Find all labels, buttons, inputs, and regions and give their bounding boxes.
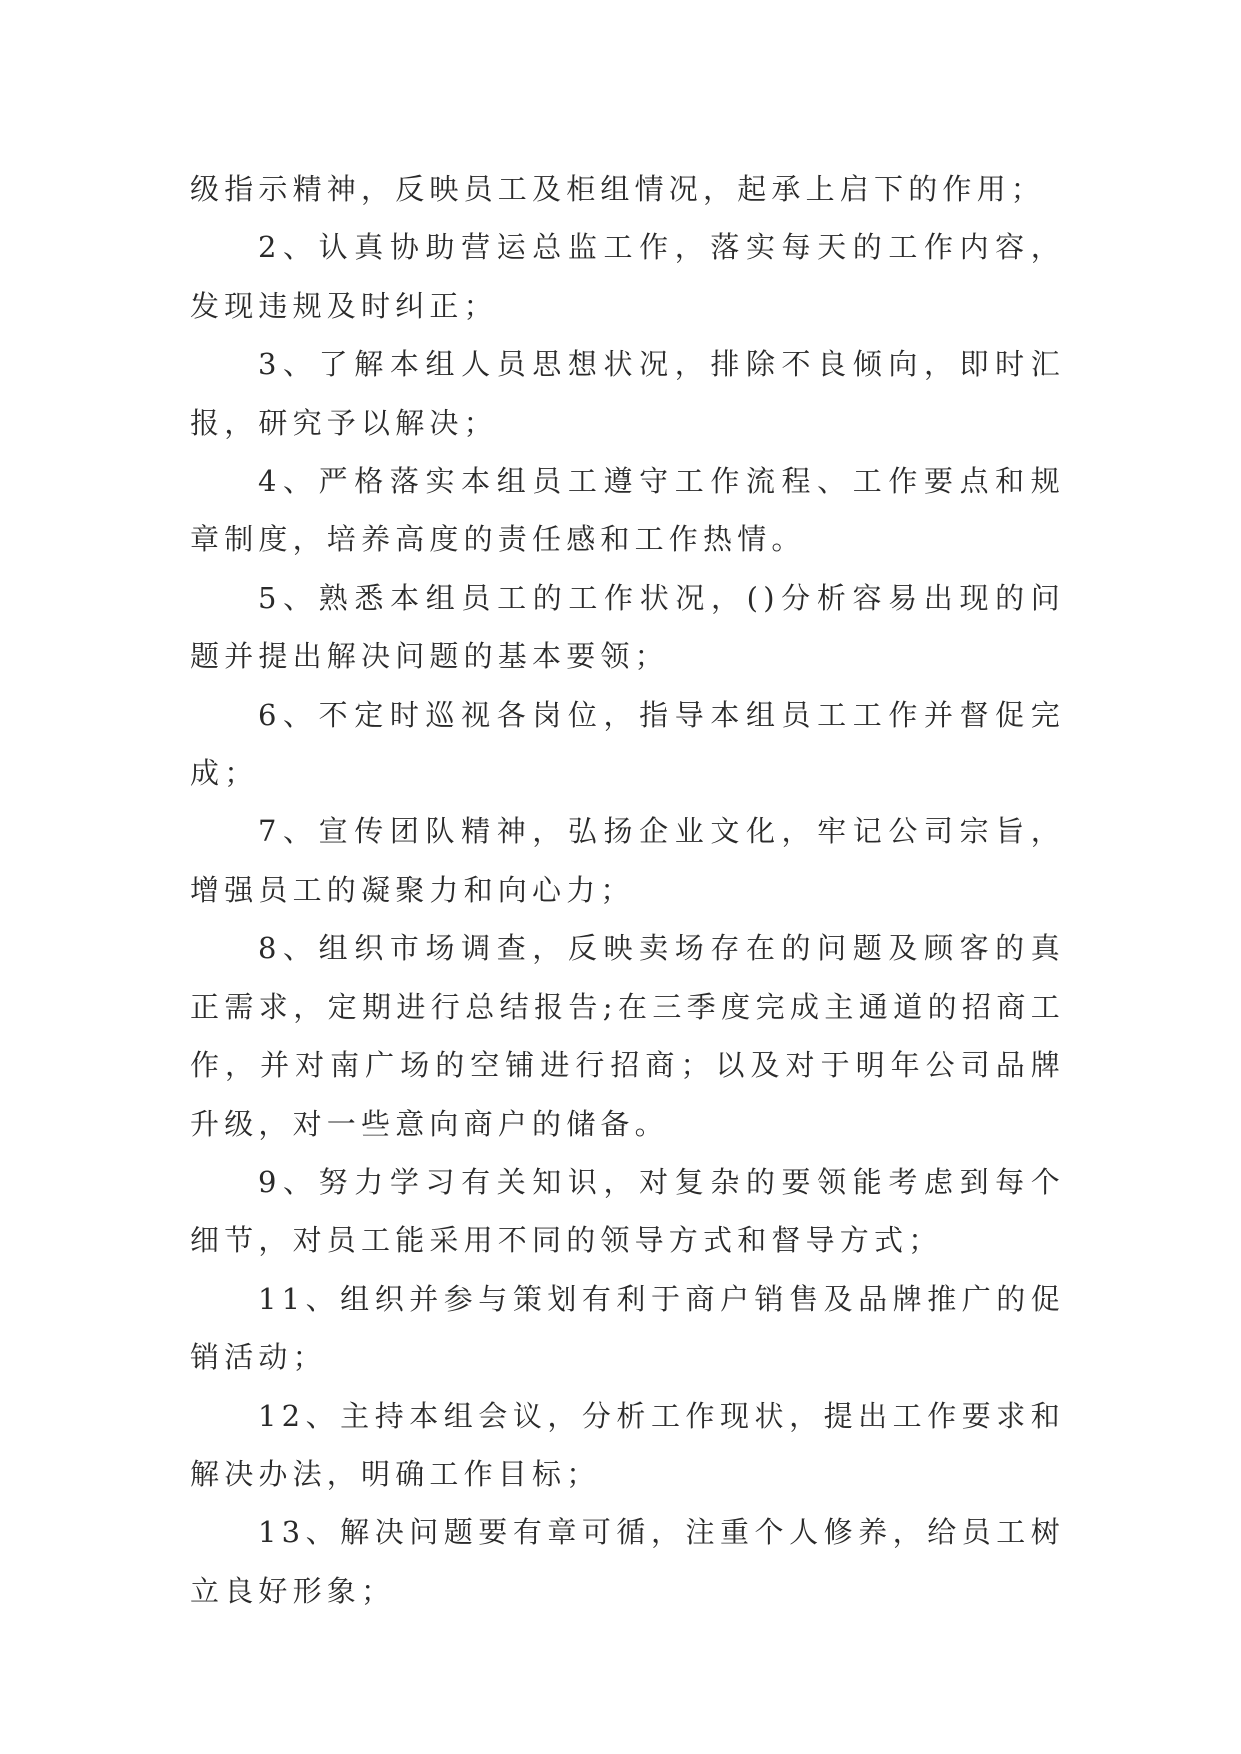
paragraph-item-13: 13、解决问题要有章可循，注重个人修养，给员工树立良好形象； — [190, 1515, 1065, 1608]
paragraph-item-11: 11、组织并参与策划有利于商户销售及品牌推广的促销活动； — [190, 1281, 1065, 1375]
paragraph-continuation: 级指示精神，反映员工及柜组情况，起承上启下的作用； — [190, 172, 1046, 206]
paragraph-item-4: 4、严格落实本组员工遵守工作流程、工作要点和规章制度，培养高度的责任感和工作热情。 — [190, 464, 1065, 557]
paragraph-item-6: 6、不定时巡视各岗位，指导本组员工工作并督促完成； — [190, 697, 1065, 791]
paragraph-item-9: 9、努力学习有关知识，对复杂的要领能考虑到每个细节，对员工能采用不同的领导方式和督导方式； — [190, 1164, 1065, 1258]
paragraph-item-8: 8、组织市场调查，反映卖场存在的问题及顾客的真正需求，定期进行总结报告;在三季度完成主通道的招商工作，并对南广场的空铺进行招商；以及对于明年公司品牌升级，对一些意向商户的储备。 — [190, 931, 1065, 1141]
paragraph-item-5: 5、熟悉本组员工的工作状况，()分析容易出现的问题并提出解决问题的基本要领； — [190, 580, 1065, 674]
paragraph-item-7: 7、宣传团队精神，弘扬企业文化，牢记公司宗旨，增强员工的凝聚力和向心力； — [190, 814, 1065, 907]
paragraph-item-3: 3、了解本组人员思想状况，排除不良倾向，即时汇报，研究予以解决； — [190, 347, 1065, 440]
paragraph-item-2: 2、认真协助营运总监工作，落实每天的工作内容，发现违规及时纠正； — [190, 230, 1065, 323]
paragraph-item-12: 12、主持本组会议，分析工作现状，提出工作要求和解决办法，明确工作目标； — [190, 1398, 1065, 1491]
document-body — [190, 160, 1065, 1620]
